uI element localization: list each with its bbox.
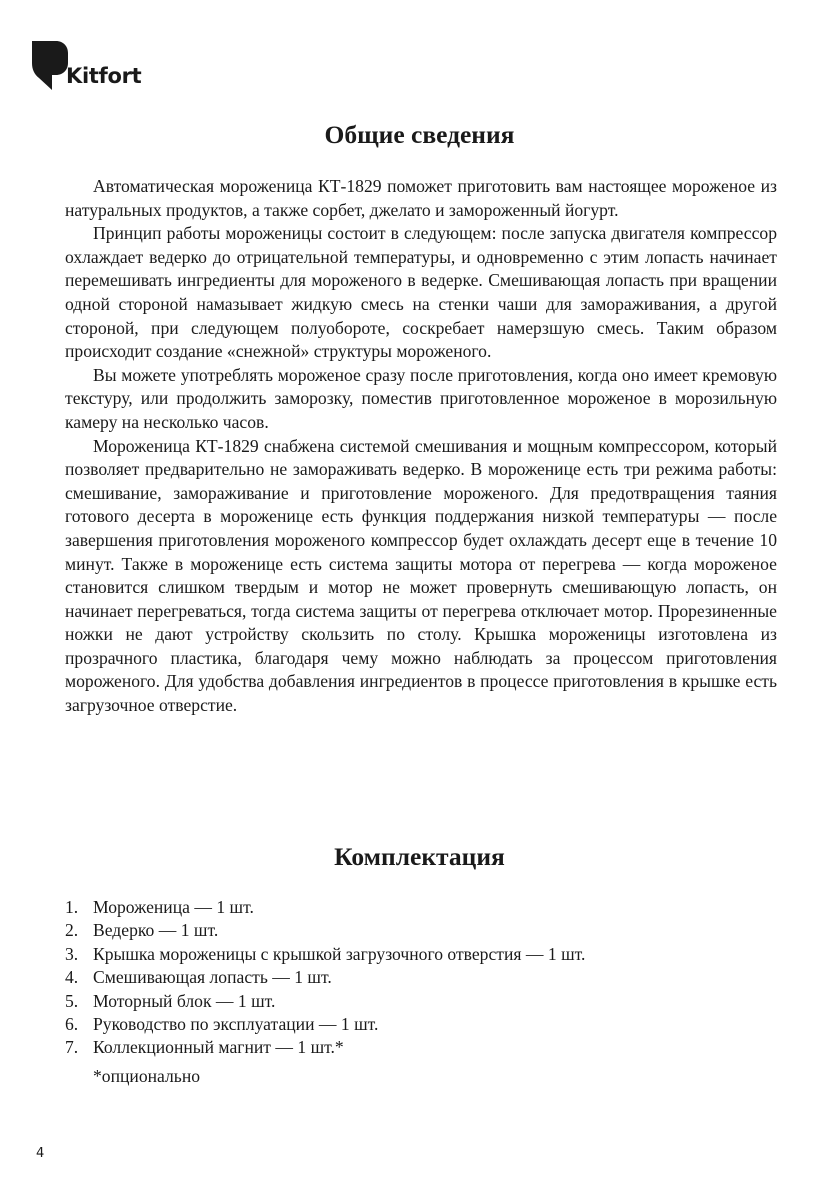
list-item-number: 3. — [65, 943, 79, 964]
list-item — [65, 943, 777, 966]
page-number: 4 — [36, 1146, 45, 1161]
list-item-text: Моторный блок — 1 шт. — [93, 990, 276, 1011]
list-item-text: Руководство по эксплуатации — 1 шт. — [93, 1014, 379, 1035]
list-item — [65, 896, 777, 919]
kit-title: Комплектация — [334, 842, 505, 871]
general-info-body — [65, 175, 777, 718]
list-item-number: 2. — [65, 920, 79, 941]
list-item-number: 5. — [65, 990, 79, 1011]
kitfort-logo-mark-icon — [30, 40, 70, 92]
list-item-text: Крышка мороженицы с крышкой загрузочного отверстия — 1 шт. — [93, 943, 586, 964]
list-item — [65, 1013, 777, 1036]
kit-list — [65, 896, 777, 1060]
list-item — [65, 966, 777, 989]
paragraph-serving: Вы можете употреблять мороженое сразу после приготовления, когда оно имеет кремовую текстуру, или продолжить заморозку, поместив приготовленное мороженое в морозильную камеру на несколько часов. — [65, 364, 777, 432]
paragraph-principle: Принцип работы мороженицы состоит в следующем: после запуска двигателя компрессор охлаждает ведерко до отрицательной температуры, и одновременно с этим лопасть начинает перемешивать ингредиенты для мороженого в ведерке. Смешивающая лопасть при вращении одной стороной намазывает жидкую смесь на стенки чаши для замораживания, а другой стороной, при следующем полуобороте, соскребает намерзшую смесь. Таким образом происходит создание «снежной» структуры мороженого. — [65, 223, 777, 362]
list-item-number: 7. — [65, 1037, 79, 1058]
list-item-number: 4. — [65, 967, 79, 988]
list-item-text: Мороженица — 1 шт. — [93, 897, 254, 917]
list-item-text: Коллекционный магнит — 1 шт.* — [93, 1037, 344, 1058]
list-item — [65, 990, 777, 1013]
list-item — [65, 919, 777, 942]
kit-footnote: *опционально — [93, 1066, 201, 1086]
list-item-text: Ведерко — 1 шт. — [93, 920, 219, 941]
kitfort-logo — [30, 40, 180, 96]
paragraph-intro: Автоматическая мороженица КТ-1829 поможет приготовить вам настоящее мороженое из натуральных продуктов, а также сорбет, джелато и замороженный йогурт. — [65, 176, 777, 220]
paragraph-features: Мороженица КТ-1829 снабжена системой смешивания и мощным компрессором, который позволяет предварительно не замораживать ведерко. В мороженице есть три режима работы: смешивание, замораживание и приготовление мороженого. Для предотвращения таяния готового десерта в мороженице есть функция поддержания низкой температуры — после завершения приготовления мороженого компрессор будет охлаждать десерт еще в течение 10 минут. Также в мороженице есть система защиты мотора от перегрева — когда мороженое становится слишком твердым и мотор не может провернуть смешивающую лопасть, он начинает перегреваться, тогда система защиты от перегрева отключает мотор. Прорезиненные ножки не дают устройству скользить по столу. Крышка мороженицы изготовлена из прозрачного пластика, благодаря чему можно наблюдать за процессом приготовления мороженого. Для удобства добавления ингредиентов в процессе приготовления в крышке есть загрузочное отверстие. — [65, 435, 777, 716]
list-item — [65, 1036, 777, 1059]
brand-name: Kitfort — [66, 64, 142, 88]
list-item-number: 6. — [65, 1014, 79, 1035]
list-item-text: Смешивающая лопасть — 1 шт. — [93, 967, 332, 988]
list-item-number: 1. — [65, 897, 79, 917]
general-info-title: Общие сведения — [324, 120, 515, 149]
